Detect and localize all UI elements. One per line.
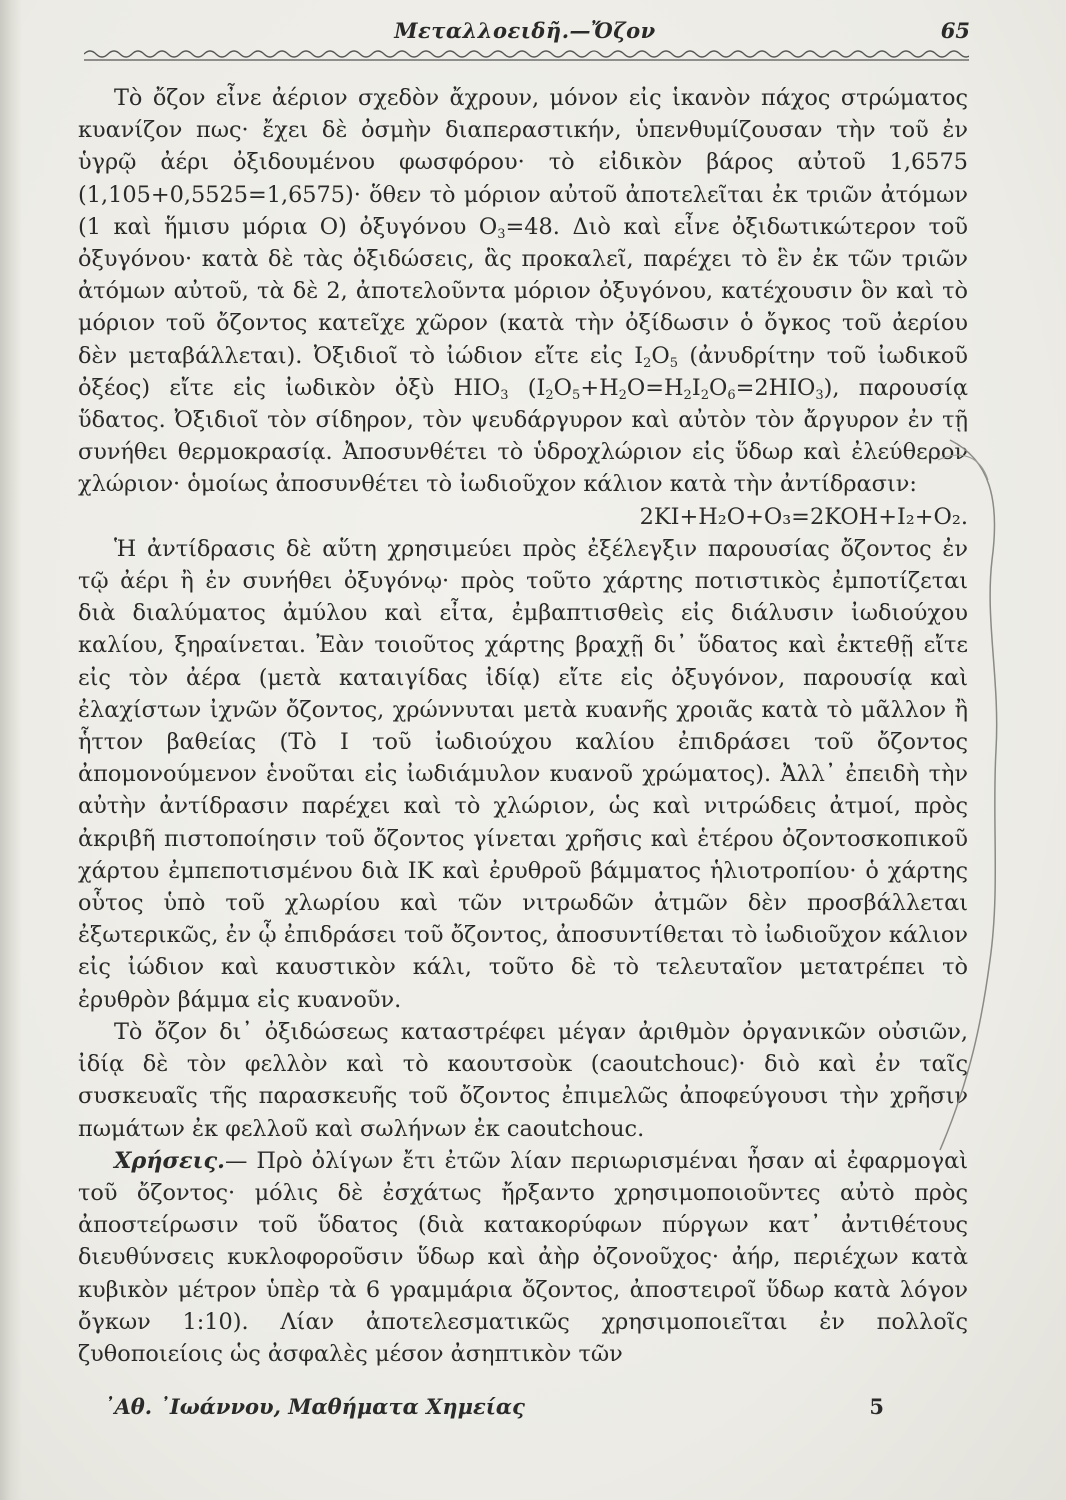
paragraph-organic-oxidation: Τὸ ὄζον δι᾽ ὀξιδώσεως καταστρέφει μέγαν ἀριθμὸν ὀργανικῶν οὐσιῶν, ἰδίᾳ δὲ τὸν φελλὸν καὶ τὸ καουτσοὺκ (caoutchouc)· διὸ καὶ ἐν ταῖς συσκευαῖς τῆς παρασκευῆς τοῦ ὄζοντος ἐπιμελῶς ἀποφεύγουσι τὴν χρῆσιν πωμάτων ἐκ φελλοῦ καὶ σωλήνων ἐκ caoutchouc.	[78, 1018, 968, 1142]
author-title-credit: ᾿Αθ. ᾿Ιωάννου, Μαθήματα Χημείας	[104, 1394, 525, 1419]
paragraph-properties: Τὸ ὄζον εἶνε ἀέριον σχεδὸν ἄχρουν, μόνον εἰς ἱκανὸν πάχος στρώματος κυανίζον πως· ἔχει δὲ ὀσμὴν διαπεραστικήν, ὑπενθυμίζουσαν τὴν τοῦ ἐν ὑγρῷ ἀέρι ὀξιδουμένου φωσφόρου· τὸ εἰδικὸν βάρος αὐτοῦ 1,6575 (1,105+0,5525=1,6575)· ὅθεν τὸ μόριον αὐτοῦ ἀποτελεῖται ἐκ τριῶν ἀτόμων (1 καὶ ἥμισυ μόρια Ο) ὀξυγόνου $O_3=48$. Διὸ καὶ εἶνε ὀξιδωτικώτερον τοῦ ὀξυγόνου· κατὰ δὲ τὰς ὀξιδώσεις, ἃς προκαλεῖ, παρέχει τὸ ἓν ἐκ τῶν τριῶν ἀτόμων αὐτοῦ, τὰ δὲ 2, ἀποτελοῦντα μόριον ὀξυγόνου, κατέχουσιν ὃν καὶ τὸ μόριον τοῦ ὄζοντος κατεῖχε χῶρον (κατὰ τὴν ὀξίδωσιν ὁ ὄγκος τοῦ ἀερίου δὲν μεταβάλλεται). Ὀξιδιοῖ τὸ ἰώδιον εἴτε εἰς $I_2O_5$ (ἀνυδρίτην τοῦ ἰωδικοῦ ὀξέος) εἴτε εἰς ἰωδικὸν ὀξὺ $HIO_3$ $(I_2O_5+H_2O=H_2I_2O_6=2HIO_3)$, παρουσίᾳ ὕδατος. Ὀξιδιοῖ τὸν σίδηρον, τὸν ψευδάργυρον καὶ αὐτὸν τὸν ἄργυρον ἐν τῇ συνήθει θερμοκρασίᾳ. Ἀποσυνθέτει τὸ ὑδροχλώριον εἰς ὕδωρ καὶ ἐλεύθερον χλώριον· ὁμοίως ἀποσυνθέτει τὸ ἰωδιοῦχον κάλιον κατὰ τὴν ἀντίδρασιν:	[78, 85, 969, 498]
reaction-line	[78, 501, 968, 533]
page-binding-edge	[0, 0, 22, 1500]
page-number: 65	[940, 18, 970, 43]
page-header	[80, 14, 970, 50]
uses-heading: Χρήσεις.	[114, 1147, 225, 1174]
paragraph-detection: Ἡ ἀντίδρασις δὲ αὕτη χρησιμεύει πρὸς ἐξέλεγξιν παρουσίας ὄζοντος ἐν τῷ ἀέρι ἢ ἐν συνήθει ὀξυγόνῳ· πρὸς τοῦτο χάρτης ποτιστικὸς ἐμποτίζεται διὰ διαλύματος ἀμύλου καὶ εἶτα, ἐμβαπτισθεὶς εἰς διάλυσιν ἰωδιούχου καλίου, ξηραίνεται. Ἐὰν τοιοῦτος χάρτης βραχῇ δι᾽ ὕδατος καὶ ἐκτεθῇ εἴτε εἰς τὸν ἀέρα (μετὰ καταιγίδας ἰδίᾳ) εἴτε εἰς ὀξυγόνον, παρουσίᾳ καὶ ἐλαχίστων ἰχνῶν ὄζοντος, χρώννυται μετὰ κυανῆς χροιᾶς κατὰ τὸ μᾶλλον ἢ ἧττον βαθείας (Τὸ Ι τοῦ ἰωδιούχου καλίου ἐπιδράσει τοῦ ὄζοντος ἀπομονούμενον ἑνοῦται εἰς ἰωδιάμυλον κυανοῦ χρώματος). Ἀλλ᾽ ἐπειδὴ τὴν αὐτὴν ἀντίδρασιν παρέχει καὶ τὸ χλώριον, ὡς καὶ νιτρώδεις ἀτμοί, πρὸς ἀκριβῆ πιστοποίησιν τοῦ ὄζοντος γίνεται χρῆσις καὶ ἑτέρου ὀζοντοσκοπικοῦ χάρτου ἐμπεποτισμένου διὰ ΙΚ καὶ ἐρυθροῦ βάμματος ἡλιοτροπίου· ὁ χάρτης οὗτος ὑπὸ τοῦ χλωρίου καὶ τῶν νιτρωδῶν ἀτμῶν δὲν προσβάλλεται ἐξωτερικῶς, ἐν ᾧ ἐπιδράσει τοῦ ὄζοντος, ἀποσυντίθεται τὸ ἰωδιοῦχον κάλιον εἰς ἰώδιον καὶ καυστικὸν κάλι, τοῦτο δὲ τὸ τελευταῖον μετατρέπει τὸ ἐρυθρὸν βάμμα εἰς κυανοῦν.	[78, 535, 968, 1013]
margin-pencil-mark	[930, 420, 1010, 1160]
page-footer	[104, 1394, 884, 1428]
paragraph-uses: Χρήσεις.— Πρὸ ὀλίγων ἔτι ἐτῶν λίαν περιωρισμέναι ἦσαν αἱ ἐφαρμογαὶ τοῦ ὄζοντος· μόλις δὲ ἐσχάτως ἤρξαντο χρησιμοποιοῦντες αὐτὸ πρὸς ἀποστείρωσιν τοῦ ὕδατος (διὰ κατακορύφων πύργων κατ᾽ ἀντιθέτους διευθύνσεις κυκλοφοροῦσιν ὕδωρ καὶ ἀὴρ ὀζονοῦχος· ἀήρ, περιέχων κατὰ κυβικὸν μέτρον ὑπὲρ τὰ 6 γραμμάρια ὄζοντος, ἀποστειροῖ ὕδωρ κατὰ λόγον ὄγκων 1:10). Λίαν ἀποτελεσματικῶς χρησιμοποιεῖται ἐν πολλοῖς ζυθοποιείοις ὡς ἀσφαλὲς μέσον ἀσηπτικὸν τῶν	[78, 1147, 968, 1367]
running-title: Μεταλλοειδῆ.—Ὄζον	[394, 18, 656, 43]
signature-mark: 5	[869, 1394, 884, 1419]
reaction-equation: 2KI+H₂O+O₃=2KOH+I₂+O₂.	[639, 503, 968, 530]
body-text	[78, 82, 968, 1370]
header-ornament-rule	[84, 46, 969, 68]
